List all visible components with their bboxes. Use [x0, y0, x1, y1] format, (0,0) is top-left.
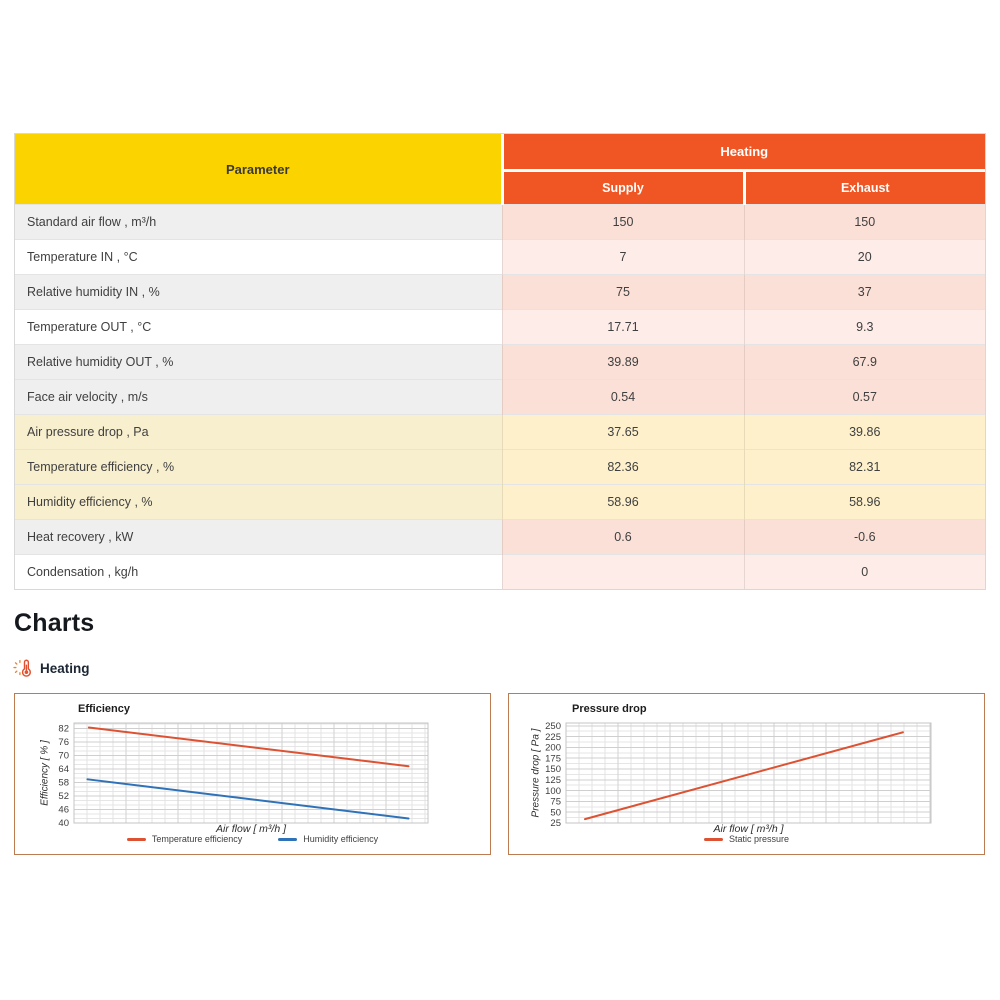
exhaust-value-cell: 0 — [744, 555, 985, 590]
legend-item — [704, 834, 789, 844]
parameter-cell: Face air velocity , m/s — [15, 380, 502, 415]
legend-line-swatch — [704, 838, 723, 841]
parameter-cell: Humidity efficiency , % — [15, 485, 502, 520]
y-axis-label: Efficiency [ % ] — [39, 740, 51, 806]
exhaust-value-cell: 37 — [744, 275, 985, 310]
chart-title: Efficiency — [78, 703, 130, 715]
supply-column-header: Supply — [502, 171, 744, 205]
y-tick-label: 175 — [545, 753, 561, 765]
y-tick-label: 64 — [58, 764, 69, 776]
chart-group-label-row — [12, 658, 90, 678]
efficiency-chart-card — [14, 693, 491, 855]
table-row — [15, 555, 985, 590]
y-tick-label: 150 — [545, 764, 561, 776]
exhaust-column-header: Exhaust — [744, 171, 985, 205]
parameter-cell: Relative humidity OUT , % — [15, 345, 502, 380]
supply-value-cell: 150 — [502, 205, 744, 240]
table-row — [15, 415, 985, 450]
table-row — [15, 485, 985, 520]
y-tick-label: 100 — [545, 785, 561, 797]
y-tick-label: 75 — [550, 796, 561, 808]
chart-legend — [15, 834, 490, 844]
parameters-table-grid — [15, 134, 985, 589]
table-row — [15, 345, 985, 380]
series-line — [585, 732, 903, 819]
legend-label: Static pressure — [728, 834, 790, 844]
table-row — [15, 450, 985, 485]
exhaust-value-cell: 67.9 — [744, 345, 985, 380]
charts-heading: Charts — [14, 609, 95, 637]
supply-value-cell: 75 — [502, 275, 744, 310]
y-tick-label: 25 — [550, 818, 561, 830]
y-tick-label: 58 — [58, 777, 69, 789]
legend-line-swatch — [278, 838, 297, 841]
table-row — [15, 275, 985, 310]
parameter-cell: Standard air flow , m³/h — [15, 205, 502, 240]
supply-value-cell: 17.71 — [502, 310, 744, 345]
exhaust-value-cell: -0.6 — [744, 520, 985, 555]
supply-value-cell: 58.96 — [502, 485, 744, 520]
pressure-drop-chart-card — [508, 693, 985, 855]
parameter-cell: Temperature efficiency , % — [15, 450, 502, 485]
y-tick-label: 76 — [58, 737, 69, 749]
table-row — [15, 380, 985, 415]
exhaust-value-cell: 20 — [744, 240, 985, 275]
legend-item — [278, 834, 378, 844]
y-tick-label: 82 — [58, 723, 69, 735]
parameter-cell: Temperature IN , °C — [15, 240, 502, 275]
thermometer-sun-icon — [12, 658, 32, 678]
legend-line-swatch — [127, 838, 146, 841]
y-tick-label: 70 — [58, 750, 69, 762]
y-axis-label: Pressure drop [ Pa ] — [530, 728, 542, 818]
supply-value-cell — [502, 555, 744, 590]
y-tick-label: 250 — [545, 721, 561, 733]
exhaust-value-cell: 39.86 — [744, 415, 985, 450]
legend-label: Temperature efficiency — [151, 834, 243, 844]
parameter-cell: Temperature OUT , °C — [15, 310, 502, 345]
x-axis-label: Air flow [ m³/h ] — [215, 823, 286, 835]
exhaust-value-cell: 82.31 — [744, 450, 985, 485]
parameter-cell: Heat recovery , kW — [15, 520, 502, 555]
parameter-cell: Air pressure drop , Pa — [15, 415, 502, 450]
exhaust-value-cell: 0.57 — [744, 380, 985, 415]
y-tick-label: 52 — [58, 791, 69, 803]
supply-value-cell: 0.6 — [502, 520, 744, 555]
x-axis-label: Air flow [ m³/h ] — [713, 823, 784, 835]
exhaust-value-cell: 150 — [744, 205, 985, 240]
supply-value-cell: 39.89 — [502, 345, 744, 380]
table-row — [15, 310, 985, 345]
y-tick-label: 225 — [545, 731, 561, 743]
supply-value-cell: 82.36 — [502, 450, 744, 485]
heating-group-header: Heating — [502, 134, 985, 171]
parameter-cell: Relative humidity IN , % — [15, 275, 502, 310]
exhaust-value-cell: 58.96 — [744, 485, 985, 520]
y-tick-label: 125 — [545, 775, 561, 787]
table-row — [15, 240, 985, 275]
chart-title: Pressure drop — [572, 703, 647, 715]
parameter-column-header: Parameter — [15, 134, 502, 205]
y-tick-label: 200 — [545, 742, 561, 754]
table-row — [15, 205, 985, 240]
supply-value-cell: 7 — [502, 240, 744, 275]
legend-label: Humidity efficiency — [303, 834, 379, 844]
supply-value-cell: 0.54 — [502, 380, 744, 415]
parameters-table — [14, 133, 986, 590]
chart-legend — [509, 834, 984, 844]
legend-item — [127, 834, 242, 844]
chart-group-label: Heating — [40, 660, 90, 676]
exhaust-value-cell: 9.3 — [744, 310, 985, 345]
y-tick-label: 40 — [58, 818, 69, 830]
y-tick-label: 46 — [58, 804, 69, 816]
y-tick-label: 50 — [550, 807, 561, 819]
parameter-cell: Condensation , kg/h — [15, 555, 502, 590]
supply-value-cell: 37.65 — [502, 415, 744, 450]
table-row — [15, 520, 985, 555]
